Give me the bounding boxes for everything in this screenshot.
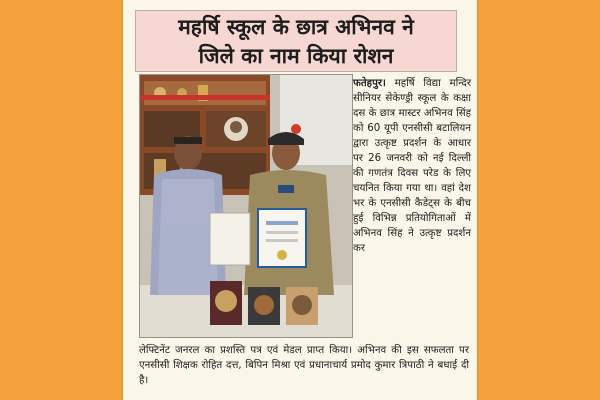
article-column — [353, 76, 471, 256]
dateline: फतेहपुर। — [353, 78, 386, 89]
headline — [135, 10, 457, 72]
news-photo — [139, 74, 353, 338]
headline-line-2: जिले का नाम किया रोशन — [198, 44, 394, 68]
article-full-width-text: लेफ्टिनेंट जनरल का प्रशस्ति पत्र एवं मेडल प्राप्त किया। अभिनव की इस सफलता पर एनसीसी शिक्षक रोहित दत्त, बिपिन मिश्रा एवं प्रधानाचार्य प्रमोद कुमार त्रिपाठी ने बधाई दी है। — [139, 345, 469, 386]
headline-line-1: महर्षि स्कूल के छात्र अभिनव ने — [178, 15, 414, 39]
newspaper-clipping — [123, 0, 477, 400]
photo-illustration — [140, 75, 352, 337]
column-text: महर्षि विद्या मन्दिर सीनियर सेकेण्ड्री स्कूल के कक्षा दस के छात्र मास्टर अभिनव सिंह को 60 यूपी एनसीसी बटालियन द्वारा उत्कृष्ट प्रदर्शन के आधार पर 26 जनवरी को नई दिल्ली की गणतंत्र दिवस परेड के लिए चयनित किया गया था। वहां देश भर के एनसीसी कैडेट्स के बीच हुई विभिन्न प्रतियोगिताओं में अभिनव सिंह ने उत्कृष्ट प्रदर्शन कर — [353, 78, 471, 254]
